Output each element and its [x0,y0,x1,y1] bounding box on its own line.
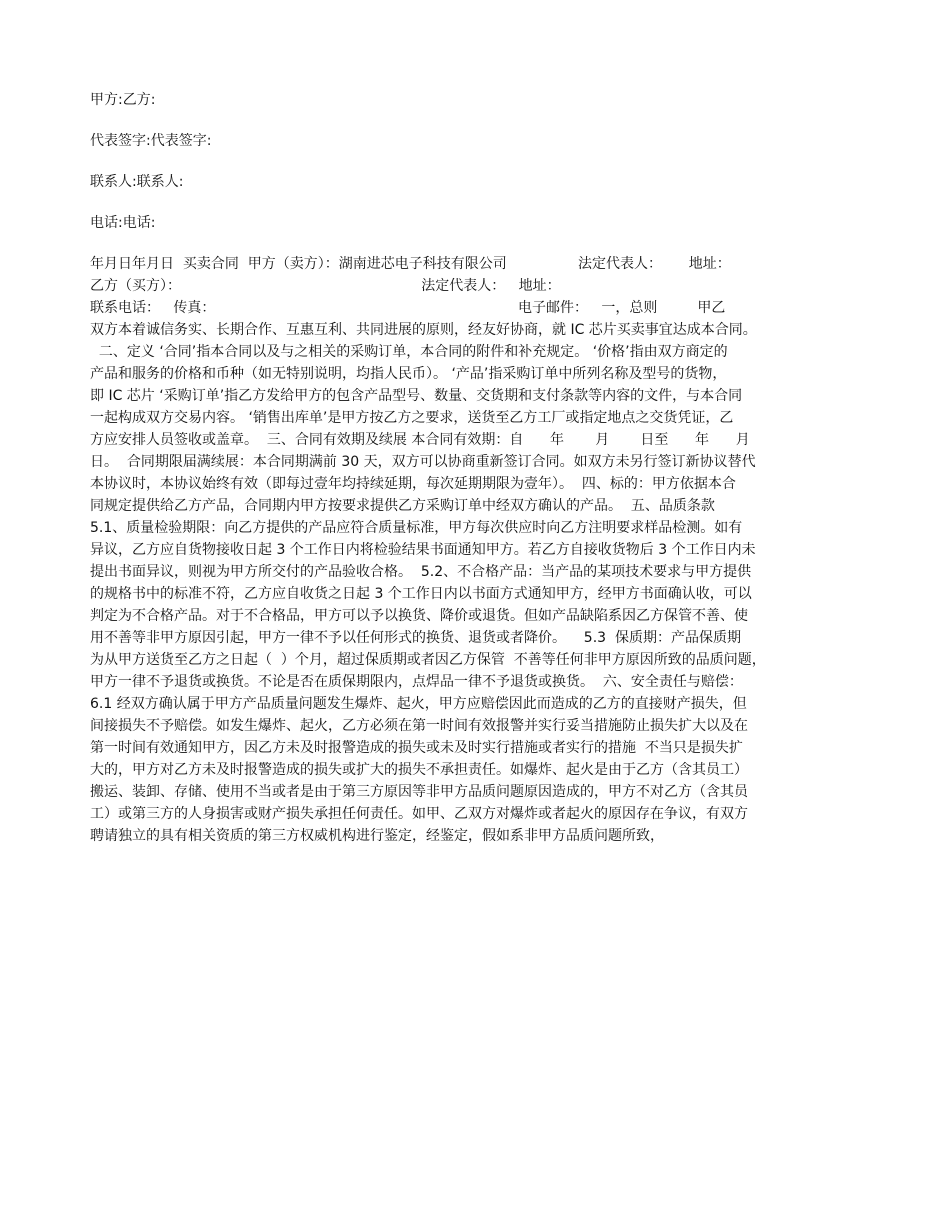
contract-line: 产品和服务的价格和币种（如无特别说明，均指人民币）。 ‘产品’指采购订单中所列名称及型号的货物， [90,366,727,382]
contract-line: 5.1、质量检验期限：向乙方提供的产品应符合质量标准，甲方每次供应时向乙方注明要求样品检测。如有 [90,520,743,536]
contract-line: 间接损失不予赔偿。如发生爆炸、起火，乙方必须在第一时间有效报警并实行妥当措施防止损失扩大以及在 [90,718,748,734]
contact-person-line: 联系人:联系人: [90,174,184,190]
contract-line: 用不善等非甲方原因引起，甲方一律不予以任何形式的换货、退货或者降价。 5.3 保质期：产品保质期 [90,630,741,646]
contract-line: 乙方（买方）： 法定代表人： 地址： [90,278,561,294]
representative-signature-line: 代表签字:代表签字: [90,133,212,149]
contract-body [90,253,865,847]
contract-line: 大的，甲方对乙方未及时报警造成的损失或扩大的损失不承担责任。如爆炸、起火是由于乙方（含其员工） [90,762,748,778]
contract-line: 工）或第三方的人身损害或财产损失承担任何责任。如甲、乙双方对爆炸或者起火的原因存在争议，有双方 [90,806,748,822]
party-names-line: 甲方:乙方: [90,92,156,108]
contract-line: 判定为不合格产品。对于不合格品，甲方可以予以换货、降价或退货。但如产品缺陷系因乙方保管不善、使 [90,608,748,624]
contract-line: 日。 合同期限届满续展：本合同期满前 30 天，双方可以协商重新签订合同。如双方未另行签订新协议替代 [90,454,756,470]
contract-line: 同规定提供给乙方产品，合同期内甲方按要求提供乙方采购订单中经双方确认的产品。 五、品质条款 [90,498,715,514]
contract-line: 一起构成双方交易内容。 ‘销售出库单’是甲方按乙方之要求，送货至乙方工厂或指定地点之交货凭证，乙 [90,410,734,426]
contract-line: 提出书面异议，则视为甲方所交付的产品验收合格。 5.2、不合格产品：当产品的某项技术要求与甲方提供 [90,564,752,580]
contract-line: 即 IC 芯片 ‘采购订单’指乙方发给甲方的包含产品型号、数量、交货期和支付条款等内容的文件，与本合同 [90,388,743,404]
contract-line: 甲方一律不予退货或换货。不论是否在质保期限内，点焊品一律不予退货或换货。 六、安全责任与赔偿： [90,674,743,690]
contract-line: 搬运、装卸、存储、使用不当或者是由于第三方原因等非甲方品质问题原因造成的，甲方不对乙方（含其员 [90,784,748,800]
contract-line: 的规格书中的标准不符，乙方应自收货之日起 3 个工作日内以书面方式通知甲方，经甲方书面确认收，可以 [90,586,752,602]
contract-line: 本协议时，本协议始终有效（即每过壹年均持续延期，每次延期期限为壹年）。 四、标的：甲方依据本合 [90,476,736,492]
contract-line: 异议，乙方应自货物接收日起 3 个工作日内将检验结果书面通知甲方。若乙方自接收货物后 3 个工作日内未 [90,542,756,558]
contract-line: 双方本着诚信务实、长期合作、互惠互利、共同进展的原则，经友好协商，就 IC 芯片买卖事宜达成本合同。 [90,322,757,338]
contract-line: 方应安排人员签收或盖章。 三、合同有效期及续展 本合同有效期：自 年 月 日至 年 月 [90,432,750,448]
contract-line: 聘请独立的具有相关资质的第三方权威机构进行鉴定，经鉴定，假如系非甲方品质问题所致， [90,828,664,844]
contract-line: 联系电话： 传真： 电子邮件： 一，总则 甲乙 [90,300,726,316]
contract-line: 为从甲方送货至乙方之日起（ ）个月，超过保质期或者因乙方保管 不善等任何非甲方原因所致的品质问题， [90,652,766,668]
contract-line: 二、定义 ‘合同’指本合同以及与之相关的采购订单，本合同的附件和补充规定。 ‘价格’指由双方商定的 [90,344,728,360]
phone-line: 电话:电话: [90,215,156,231]
contract-line: 年月日年月日 买卖合同 甲方（卖方）：湖南进芯电子科技有限公司 法定代表人： 地址： [90,256,731,272]
contract-line: 6.1 经双方确认属于甲方产品质量问题发生爆炸、起火，甲方应赔偿因此而造成的乙方的直接财产损失，但 [90,696,747,712]
contract-line: 第一时间有效通知甲方，因乙方未及时报警造成的损失或未及时实行措施或者实行的措施 不当只是损失扩 [90,740,743,756]
